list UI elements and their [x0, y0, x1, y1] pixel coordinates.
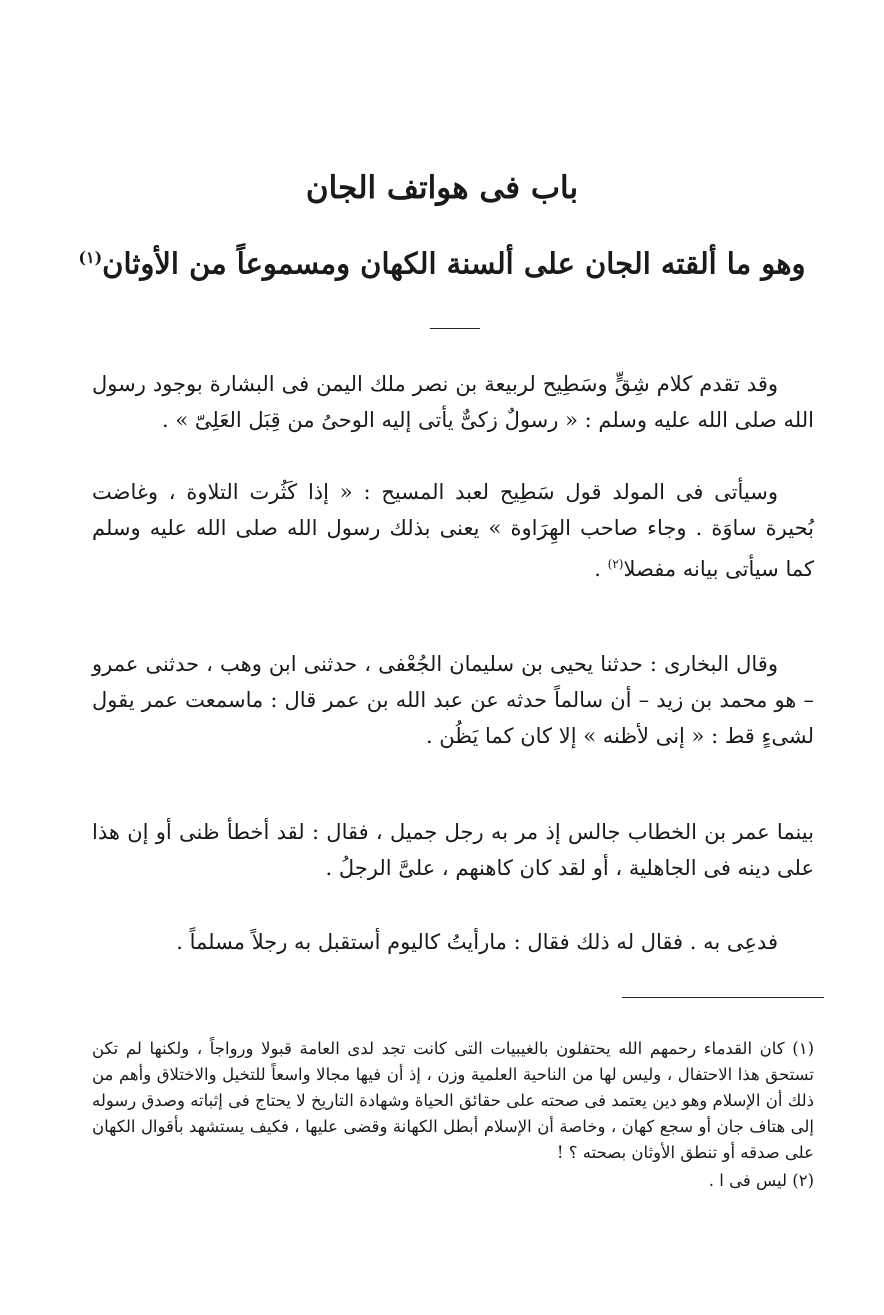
paragraph-2-end: .: [594, 557, 608, 581]
footnote-1: (١) كان القدماء رحمهم الله يحتفلون بالغيبيات التى كانت تجد لدى العامة قبولا ورواجاً ، ولكنها لم تكن تستحق هذا الاحتفال ، وليس لها من الناحية العلمية وزن ، إذ أن فيها مجالا واسعاً للتخيل والاختلاق وأهم من ذلك أن الإسلام وهو دين يعتمد فى صحته على حقائق الحياة وشهادة التاريخ لا يحتاج فى إثباته وصدق رسوله إلى هتاف جان أو سجع كهان ، وخاصة أن الإسلام أبطل الكهانة وقضى عليها ، فكيف يستشهد بأقوال الكهان على صدقه أو تنطق الأوثان بصحته ؟ !: [92, 1039, 814, 1162]
chapter-title: باب فى هواتف الجان: [305, 170, 579, 206]
paragraph-1-text: وقد تقدم كلام شِقٍّ وسَطِيح لربيعة بن نصر ملك اليمن فى البشارة بوجود رسول الله صلى الله عليه وسلم : « رسولٌ زكىٌّ يأتى إليه الوحىُ من قِبَل العَلِىّ » .: [92, 372, 814, 432]
paragraph-2: [92, 474, 814, 587]
title-divider: [430, 328, 480, 329]
paragraph-5: [92, 924, 814, 960]
paragraph-2-footnote-marker: (٢): [607, 557, 624, 571]
chapter-subtitle-text: وهو ما ألقته الجان على ألسنة الكهان ومسموعاً من الأوثان: [102, 246, 806, 281]
chapter-subtitle: [60, 236, 824, 286]
paragraph-3-text: وقال البخارى : حدثنا يحيى بن سليمان الجُعْفى ، حدثنى ابن وهب ، حدثنى عمرو – هو محمد بن زيد – أن سالماً حدثه عن عبد الله بن عمر قال : ماسمعت عمر يقول لشىءٍ قط : « إنى لأظنه » إلا كان كما يَظُن .: [92, 652, 814, 748]
footnotes: [92, 1036, 814, 1196]
paragraph-4-text: بينما عمر بن الخطاب جالس إذ مر به رجل جميل ، فقال : لقد أخطأ ظنى أو إن هذا على دينه فى الجاهلية ، أو لقد كان كاهنهم ، علىَّ الرجلُ .: [92, 820, 814, 880]
paragraph-2-text: وسيأتى فى المولد قول سَطِيح لعبد المسيح : « إذا كَثُرت التلاوة ، وغاضت بُحيرة ساوَة . وجاء صاحب الهِرَاوة » يعنى بذلك رسول الله صلى الله عليه وسلم كما سيأتى بيانه مفصلا: [92, 480, 814, 581]
footnote-divider: [622, 997, 824, 998]
paragraph-5-text: فدعِى به . فقال له ذلك فقال : مارأيتُ كاليوم أستقبل به رجلاً مسلماً .: [176, 930, 778, 954]
paragraph-4: [92, 814, 814, 886]
subtitle-footnote-marker: (١): [78, 248, 103, 267]
paragraph-1: [92, 366, 814, 438]
paragraph-3: [92, 646, 814, 754]
footnote-2: (٢) ليس فى ا .: [708, 1171, 814, 1190]
